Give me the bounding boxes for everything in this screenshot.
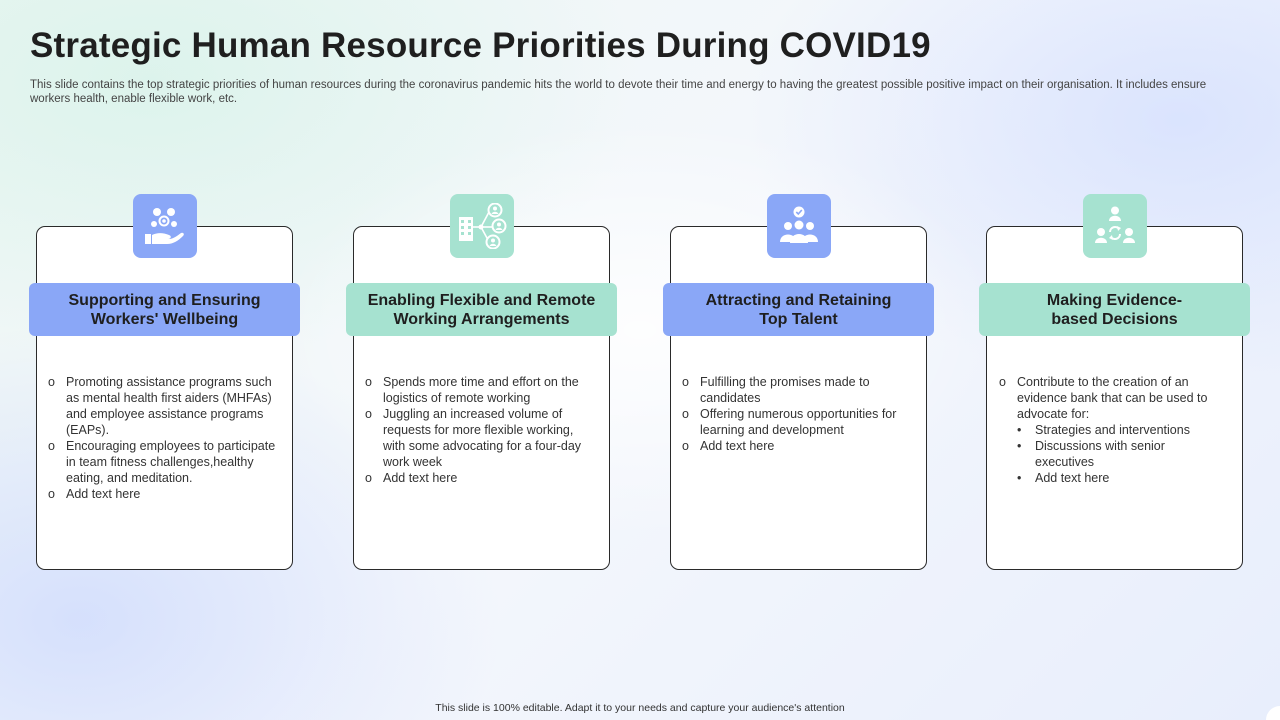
bullet-list	[36, 374, 276, 502]
bullet-list	[670, 374, 910, 454]
card-heading-line: based Decisions	[1051, 310, 1178, 328]
list-item: o Fulfilling the promises made to candidates	[682, 375, 870, 405]
sub-list-item: • Strategies and interventions	[1017, 423, 1190, 437]
card-heading	[346, 283, 617, 336]
list-item: o Promoting assistance programs such as mental health first aiders (MHFAs) and employee assistance programs (EAPs).	[48, 375, 272, 437]
card-heading-line: Working Arrangements	[393, 310, 570, 328]
slide-title: Strategic Human Resource Priorities During COVID19	[30, 26, 931, 65]
team-checkmark-icon	[767, 194, 831, 258]
card-heading-line: Attracting and Retaining	[705, 291, 892, 309]
card-heading	[663, 283, 934, 336]
sub-list-item: • Discussions with senior executives	[1017, 439, 1165, 469]
people-exchange-icon	[1083, 194, 1147, 258]
card-heading	[29, 283, 300, 336]
list-item: o Encouraging employees to participate in team fitness challenges,healthy eating, and meditation.	[48, 439, 276, 485]
slide-subtitle: This slide contains the top strategic priorities of human resources during the coronavirus pandemic hits the world to devote their time and energy to having the greatest possible positive impact on their organisation. It includes ensure workers health, enable flexible work, etc.	[30, 79, 1207, 105]
list-item: o Add text here	[682, 439, 775, 453]
card-heading	[979, 283, 1250, 336]
list-item: o Add text here	[365, 471, 458, 485]
bullet-list	[353, 374, 593, 486]
building-network-icon	[450, 194, 514, 258]
list-item: o Offering numerous opportunities for learning and development	[682, 407, 897, 437]
list-item: o Juggling an increased volume of requests for more flexible working, with some advocating for a four-day work week	[365, 407, 582, 469]
card-heading-line: Making Evidence-	[1046, 291, 1183, 309]
card-heading-line: Enabling Flexible and Remote	[367, 291, 596, 309]
list-item: o Spends more time and effort on the logistics of remote working	[365, 375, 579, 405]
list-item: o Add text here	[48, 487, 141, 501]
sub-list-item: • Add text here	[1017, 471, 1110, 485]
footer-note: This slide is 100% editable. Adapt it to your needs and capture your audience's attention	[435, 702, 845, 714]
card-heading-line: Workers' Wellbeing	[90, 310, 239, 328]
card-heading-line: Top Talent	[759, 310, 838, 328]
card-heading-line: Supporting and Ensuring	[68, 291, 261, 309]
hand-people-care-icon	[133, 194, 197, 258]
list-item: o Contribute to the creation of an evidence bank that can be used to advocate for:	[999, 375, 1208, 421]
bullet-list	[987, 374, 1227, 486]
